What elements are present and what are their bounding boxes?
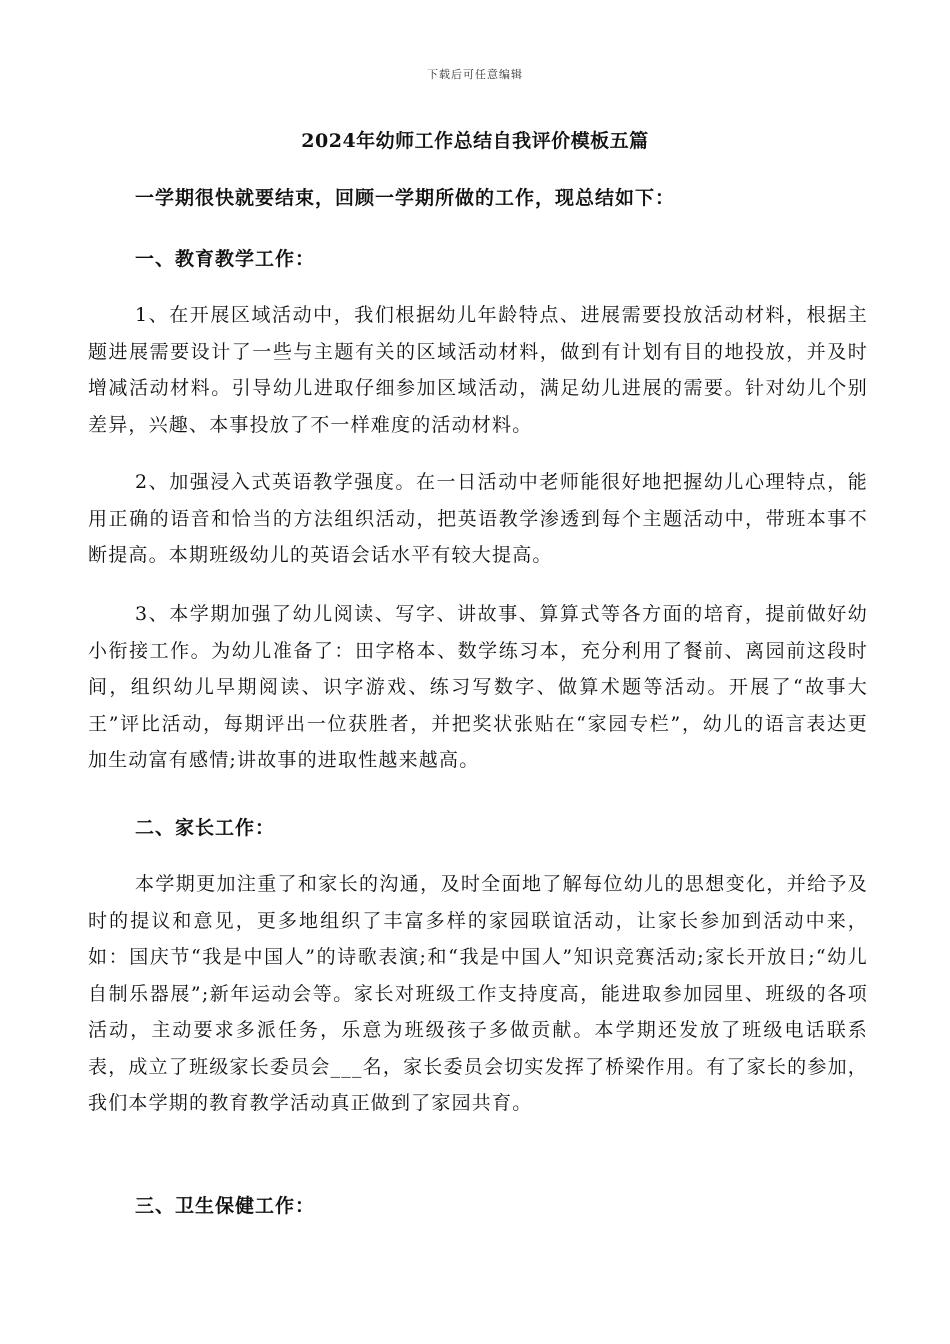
intro-line: 一学期很快就要结束，回顾一学期所做的工作，现总结如下：	[135, 187, 676, 209]
paragraph-teaching-1: 1、在开展区域活动中，我们根据幼儿年龄特点、进展需要投放活动材料，根据主题进展需要设计了一些与主题有关的区域活动材料，做到有计划有目的地投放，并及时增减活动材料。引导幼儿进取仔细参加区域活动，满足幼儿进展的需要。针对幼儿个别差异，兴趣、本事投放了不一样难度的活动材料。	[88, 304, 868, 436]
paragraph-parents-1: 本学期更加注重了和家长的沟通，及时全面地了解每位幼儿的思想变化，并给予及时的提议和意见，更多地组织了丰富多样的家园联谊活动，让家长参加到活动中来，如：国庆节“我是中国人”的诗歌表演;和“我是中国人”知识竞赛活动;家长开放日;“幼儿自制乐器展”;新年运动会等。家长对班级工作支持度高，能进取参加园里、班级的各项活动，主动要求多派任务，乐意为班级孩子多做贡献。本学期还发放了班级电话联系表，成立了班级家长委员会___名，家长委员会切实发挥了桥梁作用。有了家长的参加，我们本学期的教育教学活动真正做到了家园共育。	[88, 873, 868, 1114]
section-heading-teaching: 一、教育教学工作：	[135, 248, 316, 270]
header-note: 下载后可任意编辑	[427, 68, 523, 81]
section-heading-parents: 二、家长工作：	[135, 817, 276, 839]
section-heading-health: 三、卫生保健工作：	[135, 1195, 316, 1217]
document-title: 2024年幼师工作总结自我评价模板五篇	[301, 130, 649, 152]
paragraph-teaching-2: 2、加强浸入式英语教学强度。在一日活动中老师能很好地把握幼儿心理特点，能用正确的语音和恰当的方法组织活动，把英语教学渗透到每个主题活动中，带班本事不断提高。本期班级幼儿的英语会话水平有较大提高。	[88, 471, 868, 566]
paragraph-teaching-3: 3、本学期加强了幼儿阅读、写字、讲故事、算算式等各方面的培育，提前做好幼小衔接工作。为幼儿准备了：田字格本、数学练习本，充分利用了餐前、离园前这段时间，组织幼儿早期阅读、识字游戏、练习写数字、做算术题等活动。开展了“故事大王”评比活动，每期评出一位获胜者，并把奖状张贴在“家园专栏”，幼儿的语言表达更加生动富有感情;讲故事的进取性越来越高。	[88, 603, 868, 771]
